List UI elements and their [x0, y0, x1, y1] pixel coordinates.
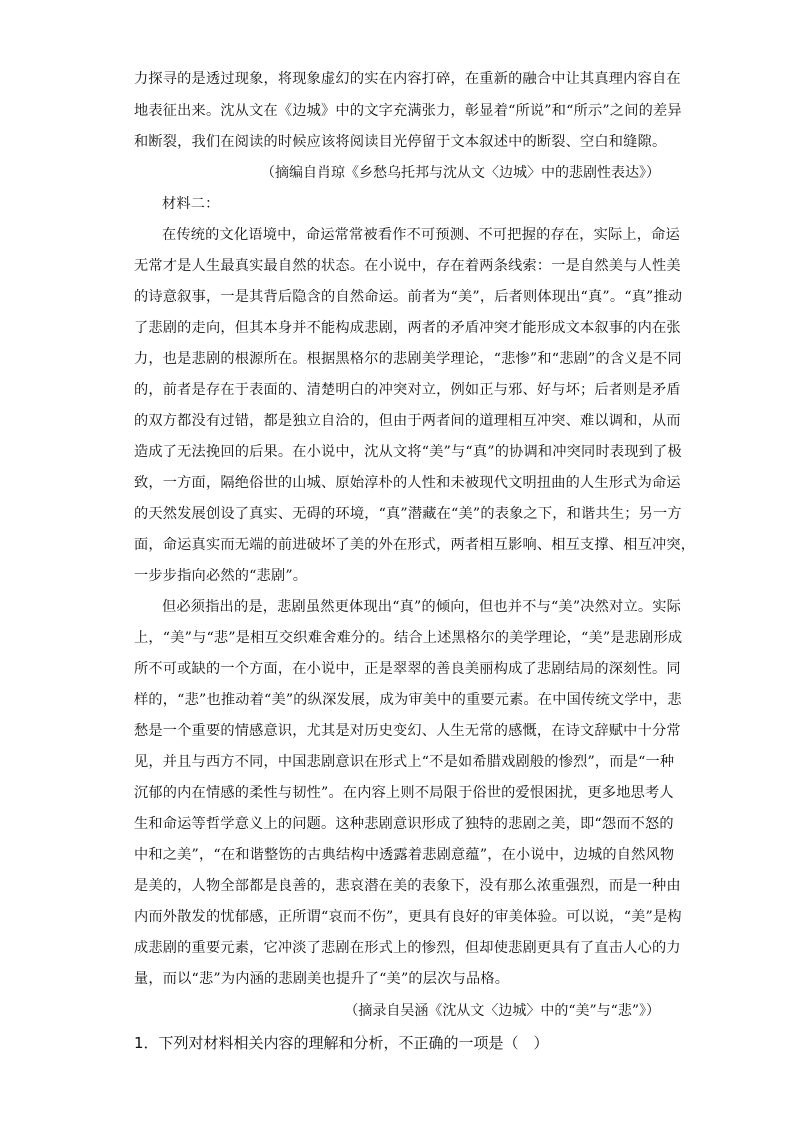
paragraph2-line-1: 但必须指出的是，悲剧虽然更体现出“真”的倾向，但也并不与“美”决然对立。实际 [162, 599, 681, 615]
paragraph1-line-10: 的天然发展创设了真实、无碍的环境，“真”潜藏在“美”的表象之下，和谐共生；另一方 [134, 506, 682, 522]
paragraph1-line-2: 无常才是人生最真实最自然的状态。在小说中，存在着两条线索：一是自然美与人性美 [134, 258, 681, 274]
material1-line-1: 力探寻的是透过现象，将现象虚幻的实在内容打碎，在重新的融合中让其真理内容自在 [134, 71, 681, 87]
paragraph1-line-12: 一步步指向必然的“悲剧”。 [134, 568, 308, 584]
paragraph1-line-11: 面，命运真实而无端的前进破坏了美的外在形式，两者相互影响、相互支撑、相互冲突， [134, 537, 696, 553]
paragraph1-line-5: 力，也是悲剧的根源所在。根据黑格尔的悲剧美学理论，“悲惨”和“悲剧”的含义是不同 [134, 351, 682, 367]
paragraph2-line-9: 中和之美”，“在和谐整饬的古典结构中透露着悲剧意蕴”，在小说中，边城的自然风物 [134, 847, 675, 863]
paragraph1-line-3: 的诗意叙事，一是其背后隐含的自然命运。前者为“美”，后者则体现出“真”。“真”推动 [134, 289, 683, 305]
paragraph2-line-10: 是美的，人物全部都是良善的，悲哀潜在美的表象下，没有那么浓重强烈，而是一种由 [134, 878, 681, 894]
paragraph2-line-6: 见，并且与西方不同，中国悲剧意识在形式上“不是如希腊戏剧般的惨烈”，而是“一种 [134, 754, 675, 770]
paragraph2-line-3: 所不可或缺的一个方面，在小说中，正是翠翠的善良美丽构成了悲剧结局的深刻性。同 [134, 661, 681, 677]
paragraph2-line-13: 量，而以“悲”为内涵的悲剧美也提升了“美”的层次与品格。 [134, 971, 510, 987]
paragraph2-line-8: 生和命运等哲学意义上的问题。这种悲剧意识形成了独特的悲剧之美，即“怨而不怒的 [134, 816, 674, 832]
paragraph1-line-8: 造成了无法挽回的后果。在小说中，沈从文将“美”与“真”的协调和冲突同时表现到了极 [134, 444, 682, 460]
material2-heading: 材料二： [162, 196, 220, 212]
paragraph2-line-7: 沉郁的内在情感的柔性与韧性”。在内容上则不局限于俗世的爱恨困扰，更多地思考人 [134, 785, 674, 801]
material1-line-2: 地表征出来。沈从文在《边城》中的文字充满张力，彰显着“所说”和“所示”之间的差异 [134, 103, 682, 119]
paragraph2-line-5: 愁是一个重要的情感意识，尤其是对历史变幻、人生无常的感慨，在诗文辞赋中十分常 [134, 723, 681, 739]
paragraph2-line-12: 成悲剧的重要元素，它冲淡了悲剧在形式上的惨烈，但却使悲剧更具有了直击人心的力 [134, 940, 681, 956]
paragraph1-line-4: 了悲剧的走向，但其本身并不能构成悲剧，两者的矛盾冲突才能形成文本叙事的内在张 [134, 320, 681, 336]
paragraph1-line-7: 的双方都没有过错，都是独立自洽的，但由于两者间的道理相互冲突、难以调和，从而 [134, 413, 681, 429]
paragraph2-line-2: 上，“美”与“悲”是相互交织难舍难分的。结合上述黑格尔的美学理论，“美”是悲剧形成 [134, 630, 683, 646]
paragraph2-line-11: 内而外散发的忧郁感，正所谓“哀而不伤”，更具有良好的审美体验。可以说，“美”是构 [134, 909, 682, 925]
paragraph1-line-1: 在传统的文化语境中，命运常常被看作不可预测、不可把握的存在，实际上，命运 [162, 227, 680, 243]
question-1-stem: 1．下列对材料相关内容的理解和分析，不正确的一项是（ ） [134, 1034, 549, 1052]
paragraph2-line-4: 样的，“悲”也推动着“美”的纵深发展，成为审美中的重要元素。在中国传统文学中，悲 [134, 692, 682, 708]
material1-attribution: （摘编自肖琼《乡愁乌托邦与沈从文〈边城〉中的悲剧性表达》） [261, 165, 660, 181]
paragraph1-line-9: 致，一方面，隔绝俗世的山城、原始淳朴的人性和未被现代文明扭曲的人生形式为命运 [134, 475, 681, 491]
material1-line-3: 和断裂，我们在阅读的时候应该将阅读目光停留于文本叙述中的断裂、空白和缝隙。 [134, 134, 667, 150]
material2-attribution: （摘录自吴涵《沈从文〈边城〉中的“美”与“悲”》） [344, 1003, 660, 1019]
paragraph1-line-6: 的，前者是存在于表面的、清楚明白的冲突对立，例如正与邪、好与坏；后者则是矛盾 [134, 382, 681, 398]
